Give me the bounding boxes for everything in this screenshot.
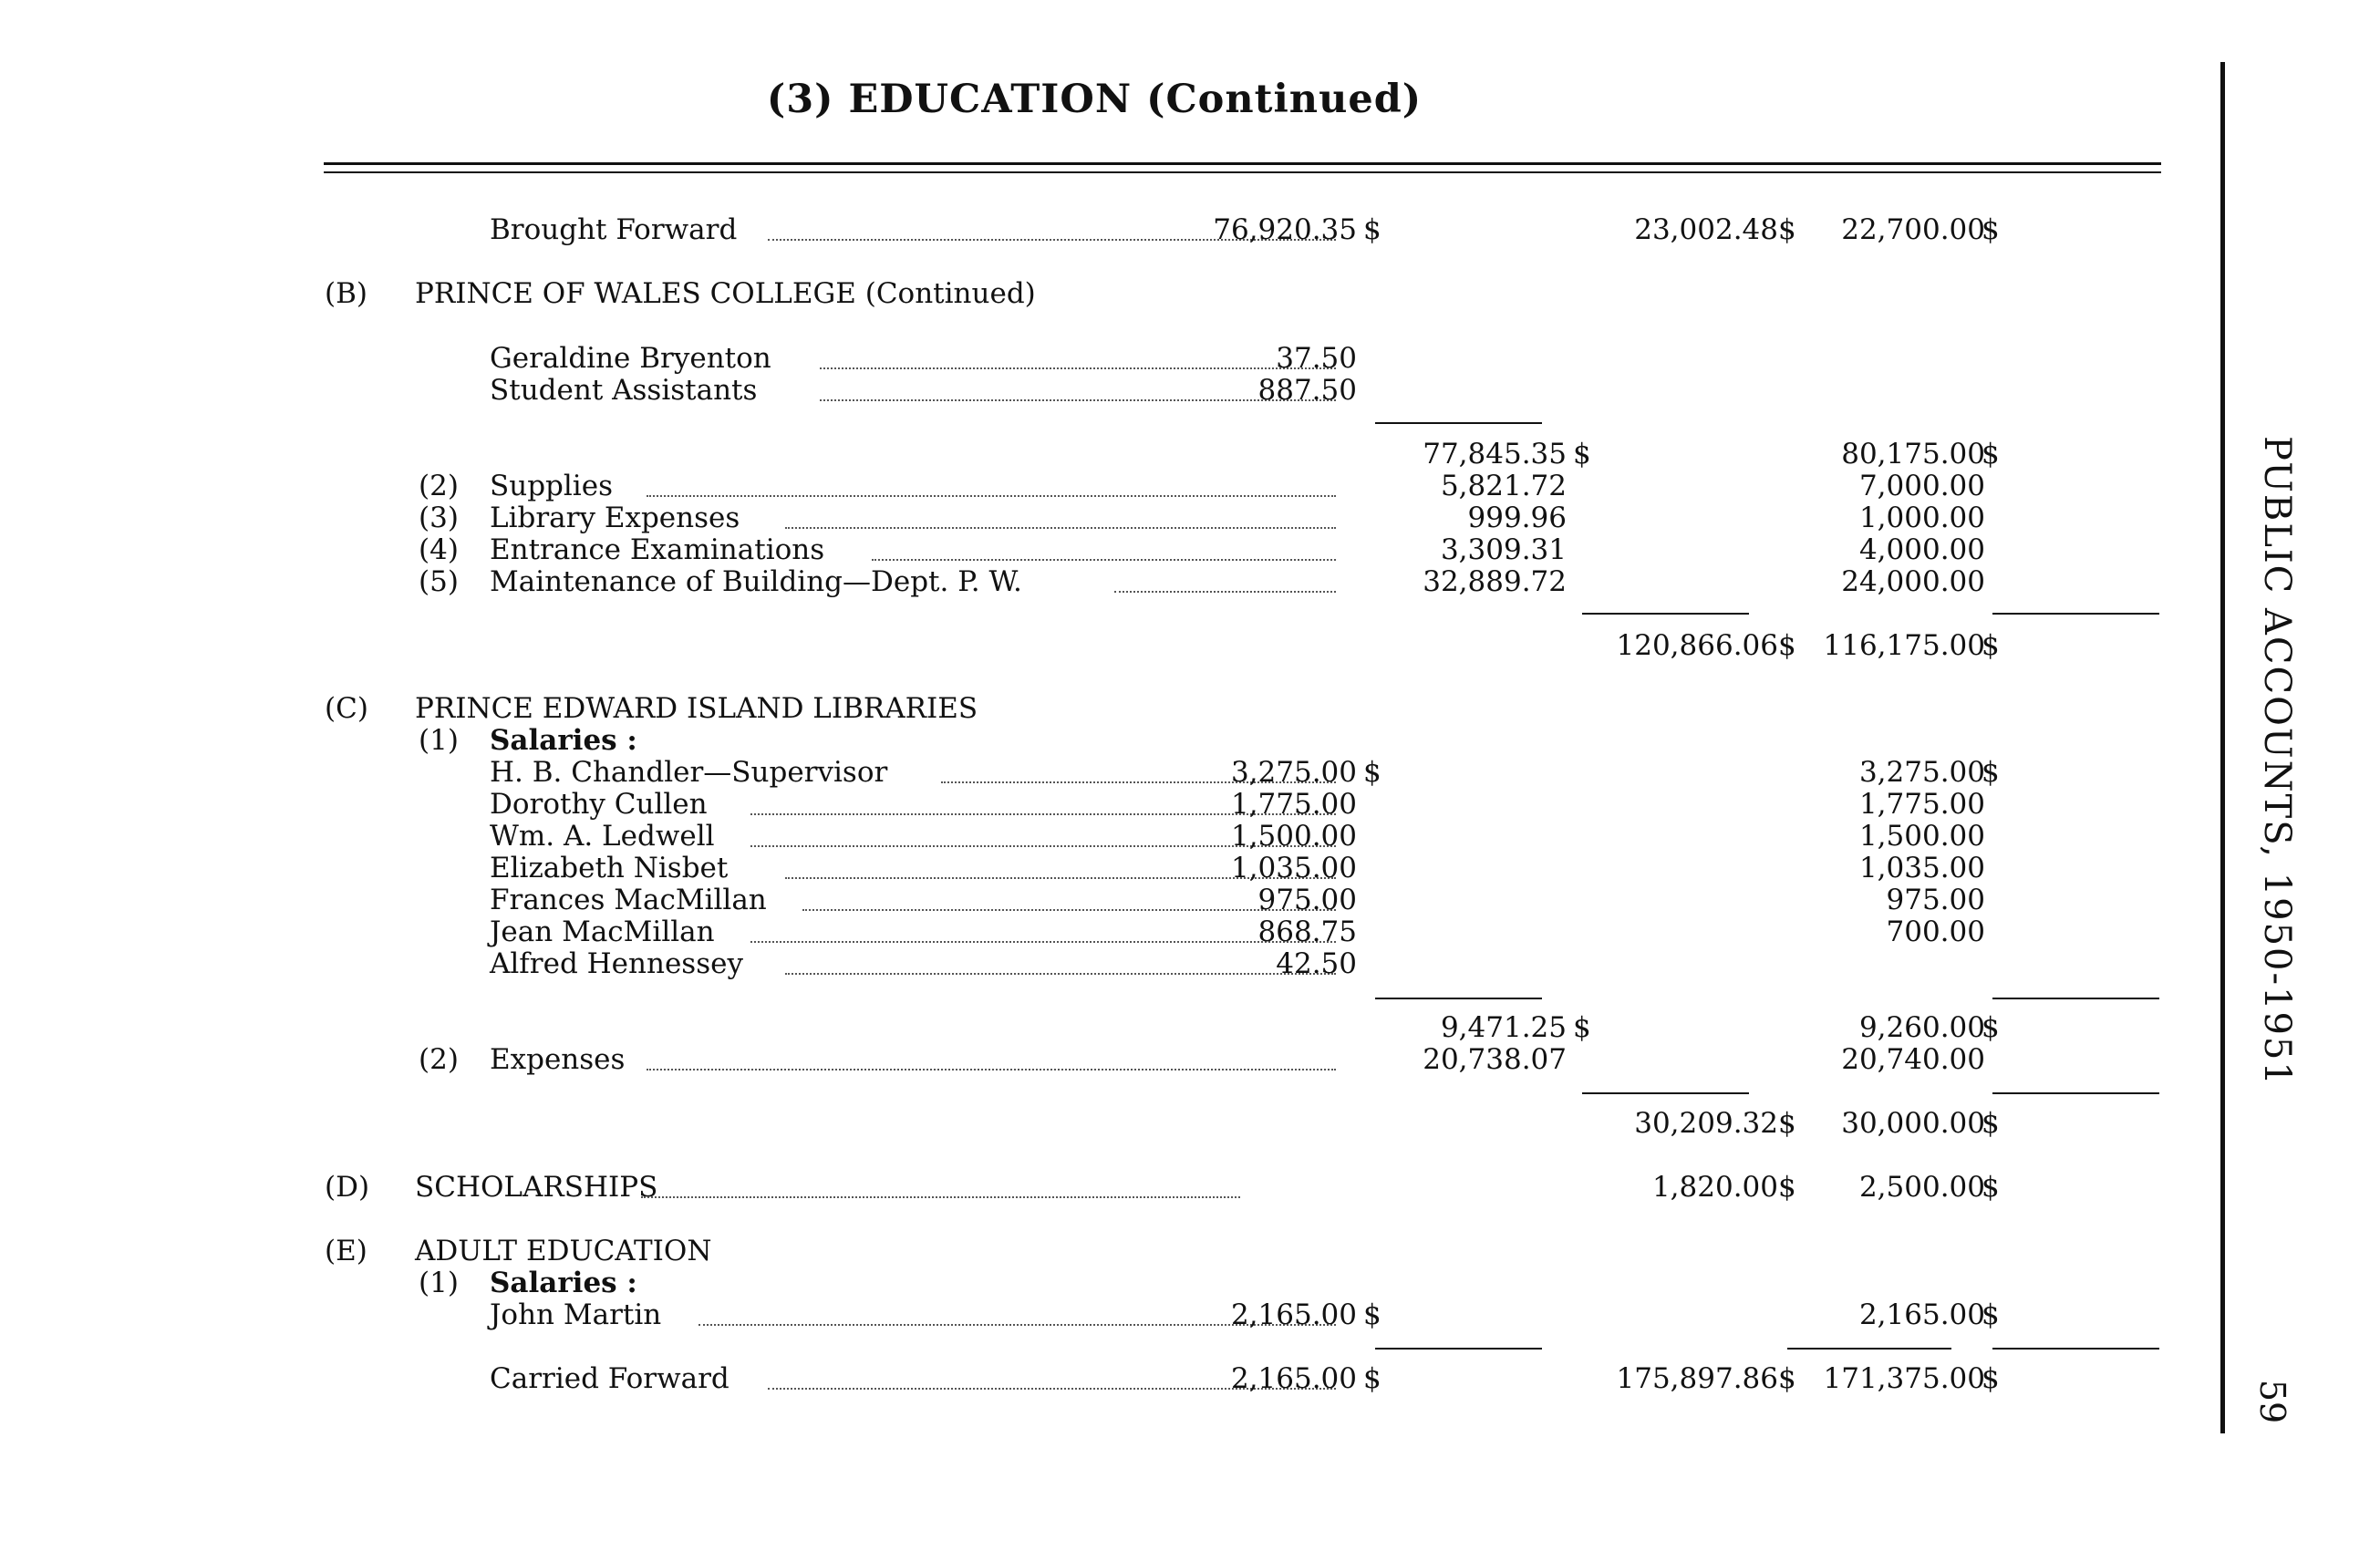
dot-leader [1114, 591, 1336, 593]
double-rule-bottom [324, 171, 2161, 173]
amount-col-4: 20,740.00 [1841, 1043, 1985, 1076]
amount-col-3: 30,209.32 [1634, 1107, 1778, 1140]
table-row [0, 786, 2207, 822]
table-row [0, 564, 2207, 600]
item-number: (3) [419, 502, 459, 534]
amount-col-4: 80,175.00 [1841, 438, 1985, 471]
table-row [0, 690, 2207, 727]
table-row [0, 212, 2207, 248]
amount-col-4: 1,035.00 [1858, 852, 1985, 884]
dot-leader [785, 527, 1336, 529]
section-heading: ADULT EDUCATION [415, 1235, 712, 1267]
line-item-label: Alfred Hennessey [490, 947, 743, 980]
table-row [0, 500, 2207, 536]
table-row [0, 818, 2207, 854]
amount-col-4: 700.00 [1886, 915, 1985, 948]
section-letter: (B) [325, 277, 367, 310]
table-row [0, 850, 2207, 886]
amount-col-1: 887.50 [1257, 374, 1357, 407]
amount-col-1: 37.50 [1276, 342, 1357, 375]
currency-sign: $ [1573, 438, 1591, 471]
page-title: (3) EDUCATION (Continued) [766, 77, 1423, 122]
amount-col-1: 2,165.00 [1230, 1298, 1357, 1331]
double-rule-top [324, 162, 2161, 165]
line-item-label: Frances MacMillan [490, 884, 767, 916]
side-header: PUBLIC ACCOUNTS, 1950-1951 [2256, 436, 2298, 1087]
table-row [0, 1041, 2207, 1078]
amount-col-4: 2,500.00 [1858, 1171, 1985, 1204]
amount-col-4: 1,000.00 [1858, 502, 1985, 534]
table-row [0, 436, 2207, 472]
table-row [0, 468, 2207, 504]
section-heading: PRINCE OF WALES COLLEGE (Continued) [415, 277, 1036, 310]
table-row [0, 340, 2207, 377]
line-item-label: H. B. Chandler—Supervisor [490, 756, 888, 789]
amount-col-4: 1,500.00 [1858, 820, 1985, 853]
table-row [0, 1009, 2207, 1046]
dot-leader [641, 1196, 1240, 1198]
line-item-label: Elizabeth Nisbet [490, 852, 729, 884]
amount-col-1: 1,775.00 [1230, 788, 1357, 821]
currency-sign: $ [1982, 1298, 2000, 1331]
line-item-label: Dorothy Cullen [490, 788, 708, 821]
subtotal-rule [1992, 1092, 2159, 1094]
amount-col-4: 7,000.00 [1858, 470, 1985, 502]
amount-col-2: 77,845.35 [1423, 438, 1567, 471]
item-number: (5) [419, 565, 459, 598]
table-row [0, 1105, 2207, 1142]
dot-leader [872, 559, 1336, 561]
table-row [0, 532, 2207, 568]
currency-sign: $ [1363, 213, 1381, 246]
currency-sign: $ [1778, 629, 1796, 662]
item-number: (1) [419, 1267, 459, 1299]
currency-sign: $ [1778, 1171, 1796, 1204]
amount-col-2: 20,738.07 [1423, 1043, 1567, 1076]
subheading-label: Salaries : [490, 724, 637, 757]
amount-col-1: 1,035.00 [1230, 852, 1357, 884]
amount-col-1: 868.75 [1257, 915, 1357, 948]
currency-sign: $ [1982, 438, 2000, 471]
item-number: (2) [419, 1043, 459, 1076]
currency-sign: $ [1778, 1362, 1796, 1395]
amount-col-4: 4,000.00 [1858, 533, 1985, 566]
amount-col-1: 42.50 [1276, 947, 1357, 980]
currency-sign: $ [1982, 1362, 2000, 1395]
table-row [0, 275, 2207, 312]
dot-leader [785, 973, 1336, 975]
item-number: (4) [419, 533, 459, 566]
amount-col-3: 120,866.06 [1616, 629, 1778, 662]
currency-sign: $ [1778, 213, 1796, 246]
dot-leader [647, 495, 1336, 497]
subtotal-rule [1992, 1348, 2159, 1350]
currency-sign: $ [1982, 756, 2000, 789]
line-item-label: Wm. A. Ledwell [490, 820, 715, 853]
table-row [0, 1169, 2207, 1205]
amount-col-3: 175,897.86 [1616, 1362, 1778, 1395]
table-row [0, 372, 2207, 409]
table-row [0, 914, 2207, 950]
section-letter: (D) [325, 1171, 370, 1204]
subtotal-rule [1375, 998, 1542, 999]
item-number: (2) [419, 470, 459, 502]
currency-sign: $ [1982, 1107, 2000, 1140]
subtotal-rule [1992, 613, 2159, 615]
dot-leader [750, 941, 1336, 943]
amount-col-2: 9,471.25 [1440, 1011, 1567, 1044]
amount-col-2: 5,821.72 [1440, 470, 1567, 502]
page-number: 59 [2252, 1379, 2293, 1424]
amount-col-4: 24,000.00 [1841, 565, 1985, 598]
amount-col-4: 22,700.00 [1841, 213, 1985, 246]
amount-col-2: 3,309.31 [1440, 533, 1567, 566]
line-item-label: Entrance Examinations [490, 533, 825, 566]
line-item-label: Supplies [490, 470, 613, 502]
amount-col-3: 23,002.48 [1634, 213, 1778, 246]
line-item-label: Student Assistants [490, 374, 758, 407]
amount-col-4: 171,375.00 [1823, 1362, 1985, 1395]
subtotal-rule [1992, 998, 2159, 999]
margin-rule [2220, 62, 2225, 1433]
amount-col-4: 1,775.00 [1858, 788, 1985, 821]
amount-col-4: 30,000.00 [1841, 1107, 1985, 1140]
table-row [0, 946, 2207, 982]
section-heading: PRINCE EDWARD ISLAND LIBRARIES [415, 692, 978, 725]
amount-col-4: 2,165.00 [1858, 1298, 1985, 1331]
line-item-label: Geraldine Bryenton [490, 342, 771, 375]
subtotal-rule [1375, 1348, 1542, 1350]
currency-sign: $ [1778, 1107, 1796, 1140]
line-item-label: Maintenance of Building—Dept. P. W. [490, 565, 1022, 598]
section-letter: (C) [325, 692, 368, 725]
amount-col-4: 975.00 [1886, 884, 1985, 916]
currency-sign: $ [1363, 1298, 1381, 1331]
table-row [0, 1360, 2207, 1397]
dot-leader [647, 1069, 1336, 1070]
line-item-label: Expenses [490, 1043, 626, 1076]
table-row [0, 722, 2207, 759]
dot-leader [802, 909, 1336, 911]
currency-sign: $ [1573, 1011, 1591, 1044]
amount-col-4: 116,175.00 [1823, 629, 1985, 662]
table-row [0, 882, 2207, 918]
section-heading: SCHOLARSHIPS [415, 1171, 658, 1204]
dot-leader [820, 367, 1336, 369]
currency-sign: $ [1363, 756, 1381, 789]
amount-col-1: 2,165.00 [1230, 1362, 1357, 1395]
section-letter: (E) [325, 1235, 367, 1267]
subheading-label: Salaries : [490, 1267, 637, 1299]
line-item-label: Library Expenses [490, 502, 740, 534]
table-row [0, 627, 2207, 664]
amount-col-4: 9,260.00 [1858, 1011, 1985, 1044]
subtotal-rule [1787, 1348, 1951, 1350]
line-item-label: Brought Forward [490, 213, 738, 246]
currency-sign: $ [1982, 629, 2000, 662]
table-row [0, 1233, 2207, 1269]
line-item-label: Carried Forward [490, 1362, 730, 1395]
amount-col-2: 999.96 [1467, 502, 1567, 534]
item-number: (1) [419, 724, 459, 757]
amount-col-2: 32,889.72 [1423, 565, 1567, 598]
currency-sign: $ [1982, 1011, 2000, 1044]
currency-sign: $ [1363, 1362, 1381, 1395]
amount-col-1: 3,275.00 [1230, 756, 1357, 789]
currency-sign: $ [1982, 213, 2000, 246]
line-item-label: Jean MacMillan [490, 915, 715, 948]
subtotal-rule [1582, 1092, 1749, 1094]
subtotal-rule [1582, 613, 1749, 615]
amount-col-3: 1,820.00 [1651, 1171, 1778, 1204]
amount-col-1: 975.00 [1257, 884, 1357, 916]
amount-col-1: 76,920.35 [1213, 213, 1357, 246]
amount-col-1: 1,500.00 [1230, 820, 1357, 853]
table-row [0, 1297, 2207, 1333]
table-row [0, 1265, 2207, 1301]
amount-col-4: 3,275.00 [1858, 756, 1985, 789]
subtotal-rule [1375, 422, 1542, 424]
currency-sign: $ [1982, 1171, 2000, 1204]
table-row [0, 754, 2207, 791]
line-item-label: John Martin [490, 1298, 662, 1331]
